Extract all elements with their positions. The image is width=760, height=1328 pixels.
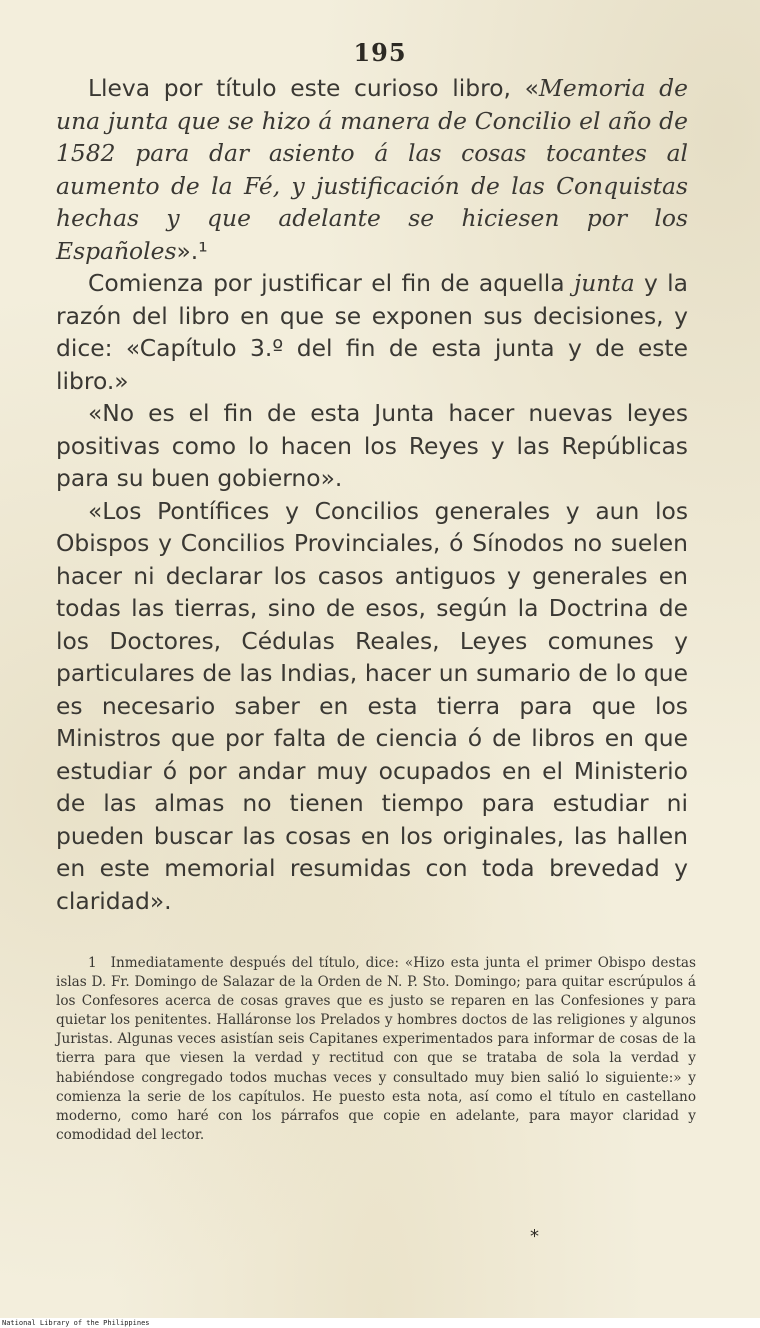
paragraph-2-lead: Comienza por justificar el fin de aquella [88, 269, 574, 297]
main-text [56, 72, 688, 917]
book-title: Memoria de una junta que se hizo á manera de Concilio el año de 1582 para dar asiento á las cosas tocantes al aumento de la Fé, y justificación de las Conquistas hechas y que adelante se hiciesen por los Españoles [56, 74, 688, 265]
printer-mark: * [530, 1226, 539, 1247]
paragraph-2-tail: y la razón del libro en que se exponen sus decisiones, y dice: «Capítulo 3.º del fin de esta junta y de este libro.» [56, 269, 688, 395]
footnote-text: Inmediatamente después del título, dice: «Hizo esta junta el primer Obispo destas islas D. Fr. Domingo de Salazar de la Orden de N. P. Sto. Domingo; para quitar escrúpulos á los Confesores acerca de cosas graves que es justo se reparen en las Confesiones y para quietar los penitentes. Halláronse los Prelados y hombres doctos de las religiones y algunos Juristas. Algunas veces asistían seis Capitanes experimentados para informar de cosas de la tierra para que viesen la verdad y rectitud con que se trataba de sola la verdad y habiéndose congregado todos muchas veces y consultado muy bien salió lo siguiente:» y comienza la serie de los capítulos. He puesto esta nota, así como el título en castellano moderno, como haré con los párrafos que copie en adelante, para mayor claridad y comodidad del lector. [56, 955, 696, 1143]
paragraph-2 [56, 267, 688, 397]
paragraph-1 [56, 72, 688, 267]
paragraph-4: «Los Pontífices y Concilios generales y aun los Obispos y Concilios Provinciales, ó Sínodos no suelen hacer ni declarar los casos antiguos y generales en todas las tierras, sino de esos, según la Doctrina de los Doctores, Cédulas Reales, Leyes comunes y particulares de las Indias, hacer un sumario de lo que es necesario saber en esta tierra para que los Ministros que por falta de ciencia ó de libros en que estudiar ó por andar muy ocupados en el Ministerio de las almas no tienen tiempo para estudiar ni pueden buscar las cosas en los originales, las hallen en este memorial resumidas con toda brevedad y claridad». [56, 496, 688, 915]
paragraph-1-lead: Lleva por título este curioso libro, « [88, 74, 539, 102]
junta-word: junta [573, 269, 635, 297]
footnote [56, 954, 696, 1145]
footnote-paragraph [56, 954, 696, 1145]
library-credit: National Library of the Philippines [2, 1319, 150, 1327]
page-number: 195 [353, 38, 407, 67]
paragraph-3: «No es el fin de esta Junta hacer nuevas leyes positivas como lo hacen los Reyes y las Repúblicas para su buen gobierno». [56, 399, 688, 492]
footnote-marker: 1 [88, 955, 97, 971]
paragraph-1-tail: ».¹ [176, 236, 208, 265]
